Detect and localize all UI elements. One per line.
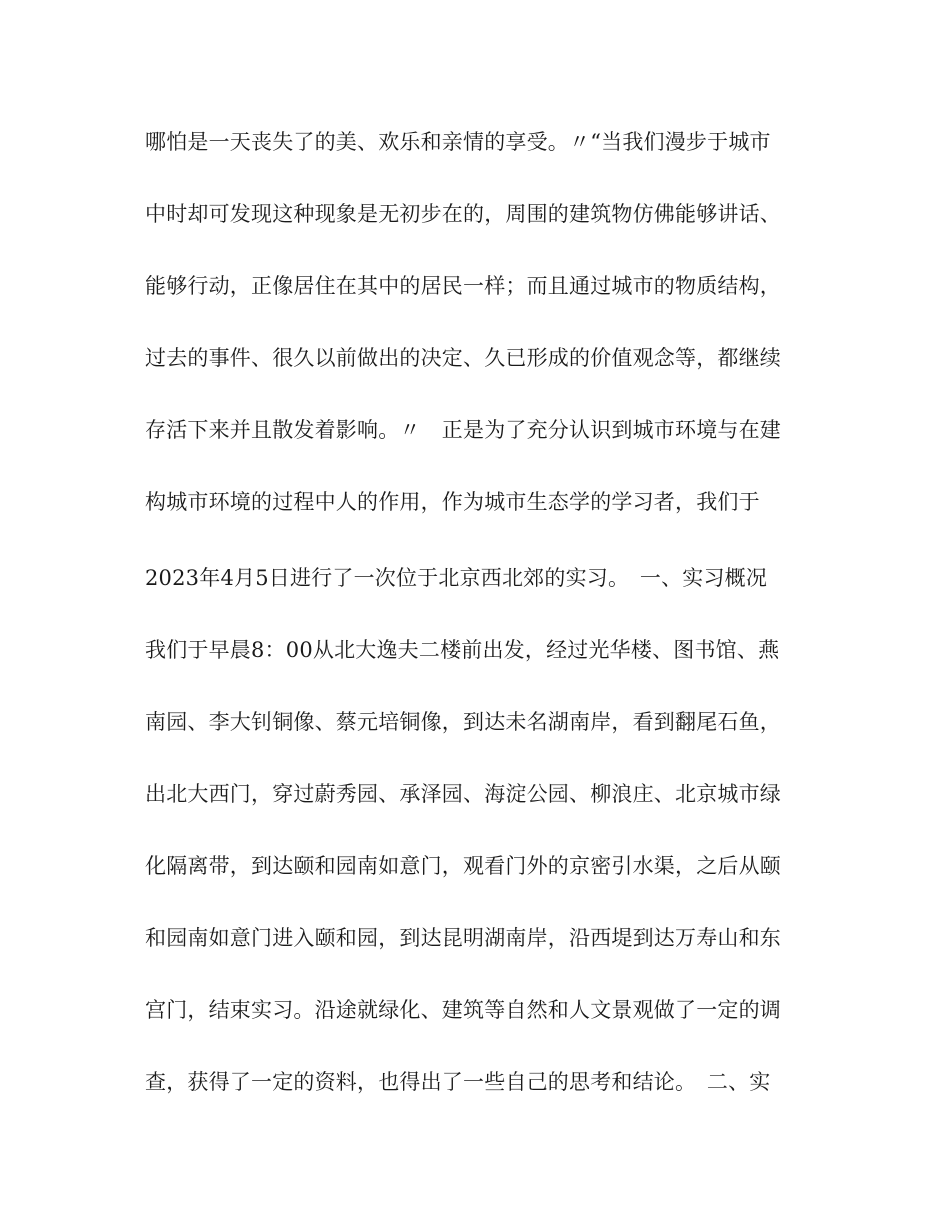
text-line: 我们于早晨8：00从北大逸夫二楼前出发，经过光华楼、图书馆、燕 [145,638,780,662]
text-line: 存活下来并且散发着影响。〃 正是为了充分认识到城市环境与在建 [145,418,781,442]
text-line: 宫门，结束实习。沿途就绿化、建筑等自然和人文景观做了一定的调 [145,998,781,1022]
text-line: 南园、李大钊铜像、蔡元培铜像，到达未名湖南岸，看到翻尾石鱼， [145,710,781,734]
text-line: 构城市环境的过程中人的作用，作为城市生态学的学习者，我们于 [145,490,760,514]
text-line: 过去的事件、很久以前做出的决定、久已形成的价值观念等，都继续 [145,346,781,370]
text-line: 查，获得了一定的资料，也得出了一些自己的思考和结论。 二、实 [145,1070,771,1094]
text-line: 中时却可发现这种现象是无初步在的，周围的建筑物仿佛能够讲话、 [145,202,781,226]
text-line: 2023年4月5日进行了一次位于北京西北郊的实习。 一、实习概况 [145,566,768,590]
text-line: 和园南如意门进入颐和园，到达昆明湖南岸，沿西堤到达万寿山和东 [145,926,781,950]
text-line: 哪怕是一天丧失了的美、欢乐和亲情的享受。〃“当我们漫步于城市 [145,130,771,154]
text-line: 化隔离带，到达颐和园南如意门，观看门外的京密引水渠，之后从颐 [145,854,781,878]
text-line: 能够行动，正像居住在其中的居民一样；而且通过城市的物质结构， [145,274,781,298]
text-line: 出北大西门，穿过蔚秀园、承泽园、海淀公园、柳浪庄、北京城市绿 [145,782,781,806]
